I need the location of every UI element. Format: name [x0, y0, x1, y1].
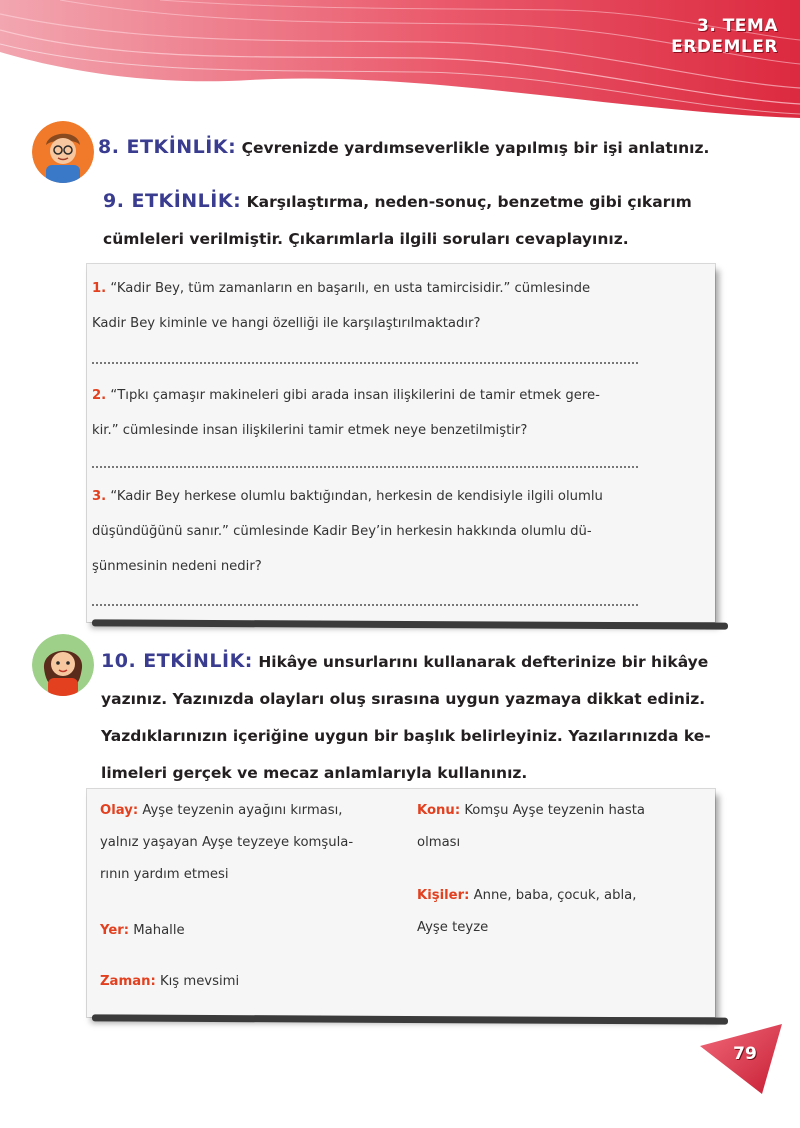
question-3-line2: düşündüğünü sanır.” cümlesinde Kadir Bey’in herkesin hakkında olumlu dü- — [92, 524, 592, 539]
characters-label: Kişiler: — [417, 888, 470, 903]
question-2-number: 2. — [92, 388, 107, 403]
girl-avatar-icon — [32, 634, 94, 696]
question-3-line1: “Kadir Bey herkese olumlu baktığından, herkesin de kendisiyle ilgili olumlu — [110, 489, 603, 504]
question-3-number: 3. — [92, 489, 107, 504]
question-1-line1: “Kadir Bey, tüm zamanların en başarılı, en usta tamircisidir.” cümlesinde — [110, 281, 591, 296]
place-value: Mahalle — [133, 923, 185, 938]
question-1-line2: Kadir Bey kiminle ve hangi özelliği ile karşılaştırılmaktadır? — [92, 316, 481, 331]
question-2 — [92, 378, 600, 448]
question-2-line2: kir.” cümlesinde insan ilişkilerini tamir etmek neye benzetilmiştir? — [92, 423, 528, 438]
question-1 — [92, 271, 590, 341]
question-1-number: 1. — [92, 281, 107, 296]
theme-badge — [671, 16, 778, 58]
activity-8-title: 8. ETKİNLİK: — [98, 136, 237, 158]
time-field — [100, 966, 239, 998]
characters-line1: Anne, baba, çocuk, abla, — [473, 888, 637, 903]
activity-8 — [98, 129, 709, 167]
activity-9-line2: cümleleri verilmiştir. Çıkarımlarla ilgili soruları cevaplayınız. — [103, 230, 629, 248]
question-3 — [92, 479, 603, 584]
answer-line-2[interactable] — [92, 466, 638, 468]
activity-10-line1: Hikâye unsurlarını kullanarak defterinize bir hikâye — [258, 653, 709, 671]
boy-avatar-icon — [32, 121, 94, 183]
event-line2: yalnız yaşayan Ayşe teyzeye komşula- — [100, 835, 354, 850]
topic-line2: olması — [417, 835, 461, 850]
question-3-line3: şünmesinin nedeni nedir? — [92, 559, 262, 574]
place-label: Yer: — [100, 923, 130, 938]
activity-10-line4: limeleri gerçek ve mecaz anlamlarıyla kullanınız. — [101, 764, 528, 782]
time-value: Kış mevsimi — [159, 974, 240, 989]
activity-9-title: 9. ETKİNLİK: — [103, 190, 242, 212]
activity-10-title: 10. ETKİNLİK: — [101, 650, 253, 672]
activity-10-line2: yazınız. Yazınızda olayları oluş sırasına uygun yazmaya dikkat ediniz. — [101, 690, 706, 708]
activity-10-line3: Yazdıklarınızın içeriğine uygun bir başlık belirleyiniz. Yazılarınızda ke- — [101, 727, 711, 745]
answer-line-3[interactable] — [92, 604, 638, 606]
place-field — [100, 915, 185, 947]
topic-field — [417, 795, 645, 859]
event-label: Olay: — [100, 803, 139, 818]
event-line1: Ayşe teyzenin ayağını kırması, — [142, 803, 343, 818]
activity-10 — [101, 643, 711, 792]
topic-label: Konu: — [417, 803, 461, 818]
theme-number: 3. TEMA — [697, 16, 778, 36]
characters-line2: Ayşe teyze — [417, 920, 489, 935]
event-line3: rının yardım etmesi — [100, 867, 229, 882]
characters-field — [417, 880, 636, 944]
answer-line-1[interactable] — [92, 362, 638, 364]
event-field — [100, 795, 353, 891]
page-number: 79 — [733, 1044, 757, 1064]
topic-line1: Komşu Ayşe teyzenin hasta — [464, 803, 646, 818]
activity-9 — [103, 183, 692, 258]
time-label: Zaman: — [100, 974, 156, 989]
question-2-line1: “Tıpkı çamaşır makineleri gibi arada insan ilişkilerini de tamir etmek gere- — [110, 388, 600, 403]
activity-8-text: Çevrenizde yardımseverlikle yapılmış bir işi anlatınız. — [241, 139, 710, 157]
activity-9-line1: Karşılaştırma, neden-sonuç, benzetme gibi çıkarım — [246, 193, 692, 211]
theme-name: ERDEMLER — [671, 37, 778, 57]
